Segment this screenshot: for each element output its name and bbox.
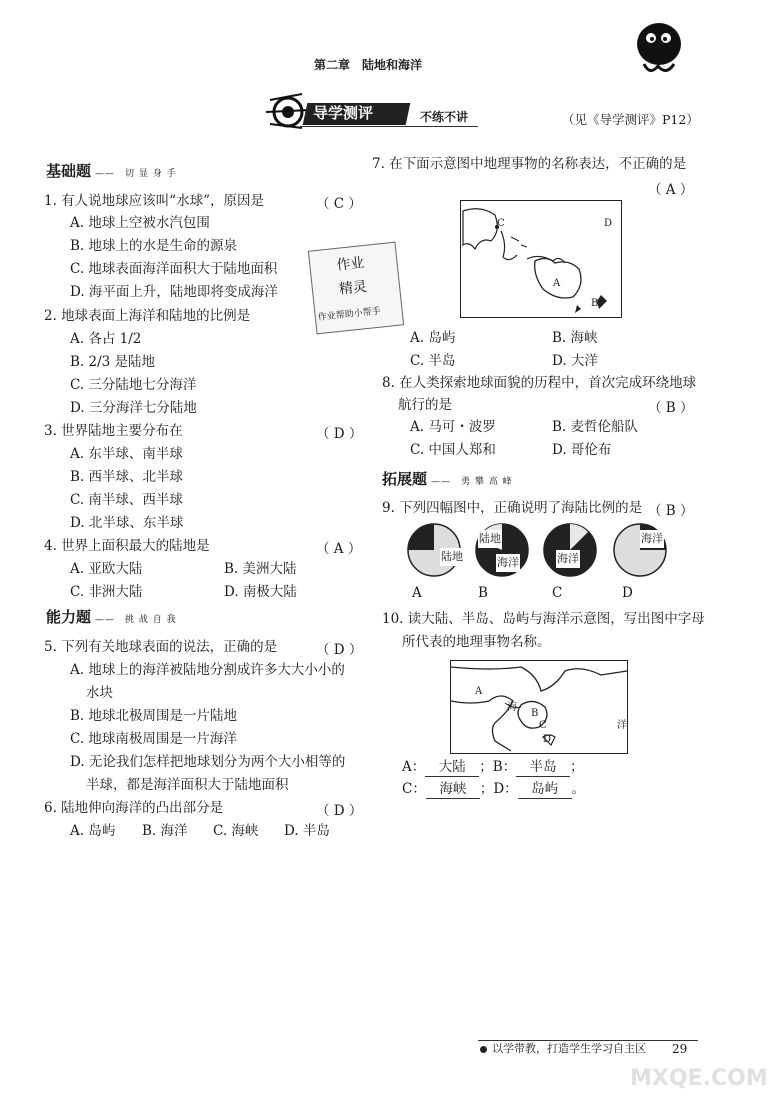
banner-motto: 不练不讲 bbox=[420, 110, 469, 124]
section-basic-title: 基础题 —— 切 显 身 手 bbox=[46, 162, 177, 180]
q7-stem: 7. 在下面示意图中地理事物的名称表达，不正确的是 bbox=[372, 156, 687, 172]
q5-option-c: C. 地球南极周围是一片海洋 bbox=[70, 731, 237, 747]
q3-option-d: D. 北半球、东半球 bbox=[70, 515, 184, 531]
q7-map bbox=[460, 200, 622, 318]
reference-note: （见《导学测评》P12） bbox=[562, 112, 699, 127]
q5-answer: （ D ） bbox=[316, 642, 363, 658]
q2-stem: 2. 地球表面上海洋和陆地的比例是 bbox=[44, 308, 251, 324]
q7-map-label-b: B bbox=[591, 298, 599, 309]
q8-answer: （ B ） bbox=[648, 400, 694, 416]
q8-option-a: A. 马可・波罗 bbox=[410, 419, 496, 435]
q8-stem-cont: 航行的是 bbox=[398, 397, 452, 413]
q8-option-d: D. 哥伦布 bbox=[552, 442, 612, 458]
q9-pie-a-label: 陆地 bbox=[440, 548, 464, 566]
chapter-title: 第二章 陆地和海洋 bbox=[314, 58, 423, 72]
q9-letter-d: D bbox=[622, 585, 633, 601]
q1-option-c: C. 地球表面海洋面积大于陆地面积 bbox=[70, 261, 278, 277]
stamp-line1: 作业 bbox=[335, 255, 366, 274]
q5-option-b: B. 地球北极周围是一片陆地 bbox=[70, 708, 238, 724]
footer-slogan: 以学带教，打造学生学习自主区 bbox=[492, 1042, 646, 1055]
q9-letter-b: B bbox=[478, 585, 488, 601]
banner-underline bbox=[300, 126, 478, 127]
q10-map-label-b: B bbox=[531, 708, 539, 719]
q10-map-label-d: D bbox=[543, 734, 552, 745]
q9-stem: 9. 下列四幅图中，正确说明了海陆比例的是 bbox=[382, 500, 643, 516]
q3-option-c: C. 南半球、西半球 bbox=[70, 492, 183, 508]
q9-pie-b-land-label: 陆地 bbox=[478, 530, 502, 548]
q4-stem: 4. 世界上面积最大的陆地是 bbox=[44, 538, 210, 554]
q1-option-d: D. 海平面上升，陆地即将变成海洋 bbox=[70, 284, 278, 300]
q10-fill-d: 岛屿 bbox=[518, 780, 572, 799]
q7-map-label-c: C bbox=[497, 218, 505, 229]
q8-stem: 8. 在人类探索地球面貌的历程中，首次完成环绕地球 bbox=[382, 375, 697, 391]
q10-map-label-sea: 海 bbox=[507, 702, 517, 713]
q3-answer: （ D ） bbox=[316, 426, 363, 442]
q9-letter-c: C bbox=[552, 585, 563, 601]
q5-stem: 5. 下列有关地球表面的说法，正确的是 bbox=[44, 639, 278, 655]
stamp-line2: 精灵 bbox=[338, 278, 368, 298]
q7-option-b: B. 海峡 bbox=[552, 330, 598, 346]
q10-fill-a: 大陆 bbox=[425, 758, 479, 777]
section-ability-title: 能力题 —— 挑 战 自 我 bbox=[46, 608, 177, 626]
footer-bullet-icon bbox=[480, 1046, 487, 1053]
q10-fill-row1: A： 大陆 ；B： 半岛 ； bbox=[402, 759, 584, 775]
q10-map-label-ocean: 洋 bbox=[617, 720, 627, 731]
q7-map-label-a: A bbox=[553, 278, 561, 289]
stamp bbox=[308, 242, 404, 335]
q7-answer: （ A ） bbox=[648, 182, 694, 198]
q10-stem-cont: 所代表的地理事物名称。 bbox=[402, 634, 551, 650]
q1-option-b: B. 地球上的水是生命的源泉 bbox=[70, 238, 238, 254]
q2-option-c: C. 三分陆地七分海洋 bbox=[70, 377, 197, 393]
q10-map-label-a: A bbox=[475, 686, 483, 697]
q8-option-c: C. 中国人郑和 bbox=[410, 442, 496, 458]
q9-pie-c-label: 海洋 bbox=[556, 550, 580, 568]
q2-option-a: A. 各占 1/2 bbox=[70, 331, 142, 347]
q4-option-a: A. 亚欧大陆 bbox=[70, 561, 143, 577]
q2-option-b: B. 2/3 是陆地 bbox=[70, 354, 156, 370]
q7-map-label-d: D bbox=[604, 218, 613, 229]
q10-fill-c: 海峡 bbox=[426, 780, 480, 799]
q10-stem: 10. 读大陆、半岛、岛屿与海洋示意图，写出图中字母 bbox=[382, 611, 705, 627]
q5-option-d-cont: 半球，都是海洋面积大于陆地面积 bbox=[86, 777, 289, 793]
q10-fill-b: 半岛 bbox=[516, 758, 570, 777]
q6-stem: 6. 陆地伸向海洋的凸出部分是 bbox=[44, 800, 224, 816]
mascot-icon bbox=[630, 18, 688, 80]
q6-answer: （ D ） bbox=[316, 803, 363, 819]
q2-option-d: D. 三分海洋七分陆地 bbox=[70, 400, 197, 416]
q4-option-c: C. 非洲大陆 bbox=[70, 584, 143, 600]
q3-stem: 3. 世界陆地主要分布在 bbox=[44, 423, 183, 439]
q6-option-a: A. 岛屿 bbox=[70, 823, 116, 839]
q7-option-c: C. 半岛 bbox=[410, 353, 456, 369]
q4-answer: （ A ） bbox=[316, 541, 362, 557]
q4-option-d: D. 南极大陆 bbox=[224, 584, 297, 600]
q4-option-b: B. 美洲大陆 bbox=[224, 561, 297, 577]
q6-option-d: D. 半岛 bbox=[284, 823, 330, 839]
q7-option-d: D. 大洋 bbox=[552, 353, 598, 369]
q9-letter-a: A bbox=[412, 585, 422, 601]
q5-option-d: D. 无论我们怎样把地球划分为两个大小相等的 bbox=[70, 754, 346, 770]
watermark: MXQE.COM bbox=[630, 1066, 768, 1091]
q8-option-b: B. 麦哲伦船队 bbox=[552, 419, 639, 435]
q9-pie-b-ocean-label: 海洋 bbox=[496, 554, 520, 572]
stamp-line3: 作业帮助小帮手 bbox=[317, 306, 382, 324]
section-extend-title: 拓展题 —— 勇 攀 高 峰 bbox=[382, 470, 513, 488]
q3-option-b: B. 西半球、北半球 bbox=[70, 469, 184, 485]
q1-option-a: A. 地球上空被水汽包围 bbox=[70, 215, 210, 231]
q6-option-b: B. 海洋 bbox=[142, 823, 188, 839]
banner-title: 导学测评 bbox=[313, 104, 374, 122]
q3-option-a: A. 东半球、南半球 bbox=[70, 446, 183, 462]
q9-answer: （ B ） bbox=[648, 503, 694, 519]
q9-pie-d-label: 海洋 bbox=[640, 530, 664, 548]
q1-stem: 1. 有人说地球应该叫“水球”，原因是 bbox=[44, 193, 264, 209]
q7-option-a: A. 岛屿 bbox=[410, 330, 456, 346]
q10-fill-row2: C： 海峡 ；D： 岛屿 。 bbox=[402, 781, 586, 797]
q1-answer: （ C ） bbox=[316, 196, 362, 212]
page-number: 29 bbox=[672, 1042, 688, 1056]
q5-option-a: A. 地球上的海洋被陆地分割成许多大大小小的 bbox=[70, 662, 345, 678]
q5-option-a-cont: 水块 bbox=[86, 685, 113, 701]
q6-option-c: C. 海峡 bbox=[213, 823, 259, 839]
q10-map-label-c: C bbox=[539, 720, 547, 731]
q10-map bbox=[450, 660, 628, 754]
